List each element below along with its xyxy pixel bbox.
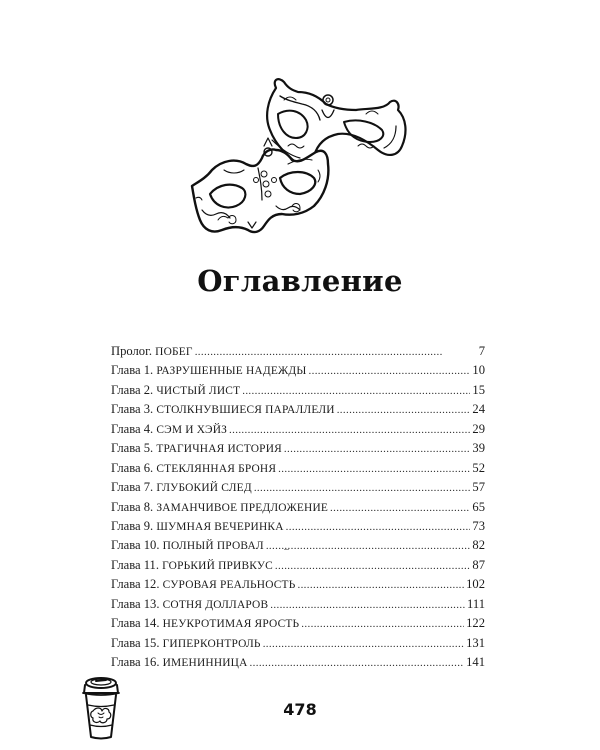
toc-page-number: 87 (472, 557, 485, 572)
toc-chapter-label: Пролог. (111, 344, 152, 358)
dot-leader (250, 654, 465, 673)
toc-page-number: 10 (472, 363, 485, 378)
toc-chapter-title: ПОЛНЫЙ ПРОВАЛ (162, 540, 264, 553)
toc-chapter-label: Глава 16. (111, 655, 160, 669)
toc-page-number: 111 (467, 596, 485, 611)
toc-page-number: 141 (466, 655, 485, 669)
toc-entry (111, 575, 485, 594)
toc-chapter-title: СУРОВАЯ РЕАЛЬНОСТЬ (162, 579, 296, 592)
toc-chapter-label: Глава 15. (111, 635, 160, 650)
masquerade-masks-icon (188, 70, 410, 242)
toc-chapter-label: Глава 7. (111, 480, 154, 495)
toc-entry (111, 536, 485, 555)
page-number: 478 (283, 700, 317, 719)
toc-entry (111, 420, 485, 439)
print-speck (284, 549, 289, 550)
toc-chapter-title: ГЛУБОКИЙ СЛЕД (156, 482, 252, 495)
toc-page-number: 7 (478, 344, 485, 358)
dot-leader (337, 401, 471, 420)
toc-chapter-title: ТРАГИЧНАЯ ИСТОРИЯ (156, 443, 282, 456)
toc-chapter-title: СОТНЯ ДОЛЛАРОВ (162, 598, 269, 611)
dot-leader (297, 576, 464, 595)
toc-entry (111, 361, 485, 380)
toc-chapter-label: Глава 14. (111, 616, 160, 631)
dot-leader (275, 557, 471, 576)
toc-chapter-title: ЗАМАНЧИВОЕ ПРЕДЛОЖЕНИЕ (156, 501, 329, 514)
toc-chapter-title: НЕУКРОТИМАЯ ЯРОСТЬ (162, 618, 300, 631)
dot-leader (330, 499, 470, 518)
dot-leader (286, 518, 471, 537)
toc-page-number: 29 (472, 421, 485, 436)
toc-chapter-title: РАЗРУШЕННЫЕ НАДЕЖДЫ (156, 365, 307, 378)
toc-chapter-label: Глава 6. (111, 460, 154, 475)
toc-entry (111, 595, 485, 614)
toc-chapter-label: Глава 3. (111, 402, 154, 417)
toc-page-number: 65 (472, 499, 485, 514)
toc-chapter-label: Глава 9. (111, 518, 154, 533)
toc-entry (111, 556, 485, 575)
toc-page-number: 39 (472, 441, 485, 456)
toc-chapter-title: ГОРЬКИЙ ПРИВКУС (162, 559, 273, 572)
dot-leader (266, 537, 471, 556)
dot-leader (309, 362, 471, 381)
toc-page-number: 15 (472, 382, 485, 397)
toc-chapter-label: Глава 4. (111, 421, 154, 436)
dot-leader (270, 596, 465, 615)
toc-entry (111, 478, 485, 497)
toc-chapter-title: ПОБЕГ (155, 346, 193, 358)
toc-entry (111, 653, 485, 672)
toc-page-number: 102 (466, 577, 485, 592)
toc-chapter-title: ИМЕНИННИЦА (162, 657, 248, 669)
toc-page-number: 73 (472, 518, 485, 533)
dot-leader (242, 382, 470, 401)
dot-leader (254, 479, 471, 498)
toc-chapter-label: Глава 5. (111, 441, 154, 456)
toc-chapter-label: Глава 1. (111, 363, 154, 378)
toc-chapter-label: Глава 10. (111, 538, 160, 553)
dot-leader (284, 440, 470, 459)
toc-entry (111, 634, 485, 653)
dot-leader (278, 460, 470, 479)
toc-chapter-label: Глава 13. (111, 596, 160, 611)
dot-leader (229, 421, 470, 440)
toc-entry (111, 342, 485, 361)
toc-page-number: 82 (472, 538, 485, 553)
toc-chapter-label: Глава 12. (111, 577, 160, 592)
toc-entry (111, 439, 485, 458)
toc-chapter-label: Глава 2. (111, 382, 154, 397)
toc-chapter-title: ГИПЕРКОНТРОЛЬ (162, 637, 261, 650)
page-title: Оглавление (197, 264, 403, 298)
toc-entry (111, 400, 485, 419)
toc-chapter-title: СТЕКЛЯННАЯ БРОНЯ (156, 462, 277, 475)
toc-entry (111, 459, 485, 478)
toc-chapter-title: ЧИСТЫЙ ЛИСТ (156, 384, 241, 397)
dot-leader (301, 615, 464, 634)
toc-page-number: 57 (472, 480, 485, 495)
toc-page-number: 131 (466, 635, 485, 650)
toc-entry (111, 381, 485, 400)
toc-chapter-title: СЭМ И ХЭЙЗ (156, 423, 228, 436)
dot-leader (263, 635, 464, 654)
toc-entry (111, 498, 485, 517)
toc-page-number: 52 (472, 460, 485, 475)
dot-leader (195, 343, 477, 362)
toc-chapter-label: Глава 8. (111, 499, 154, 514)
toc-chapter-title: СТОЛКНУВШИЕСЯ ПАРАЛЛЕЛИ (156, 404, 335, 417)
toc-page-number: 122 (466, 616, 485, 631)
toc-page-number: 24 (472, 402, 485, 417)
toc-entry (111, 517, 485, 536)
table-of-contents (111, 342, 485, 672)
toc-entry (111, 614, 485, 633)
toc-chapter-label: Глава 11. (111, 557, 160, 572)
toc-chapter-title: ШУМНАЯ ВЕЧЕРИНКА (156, 520, 284, 533)
